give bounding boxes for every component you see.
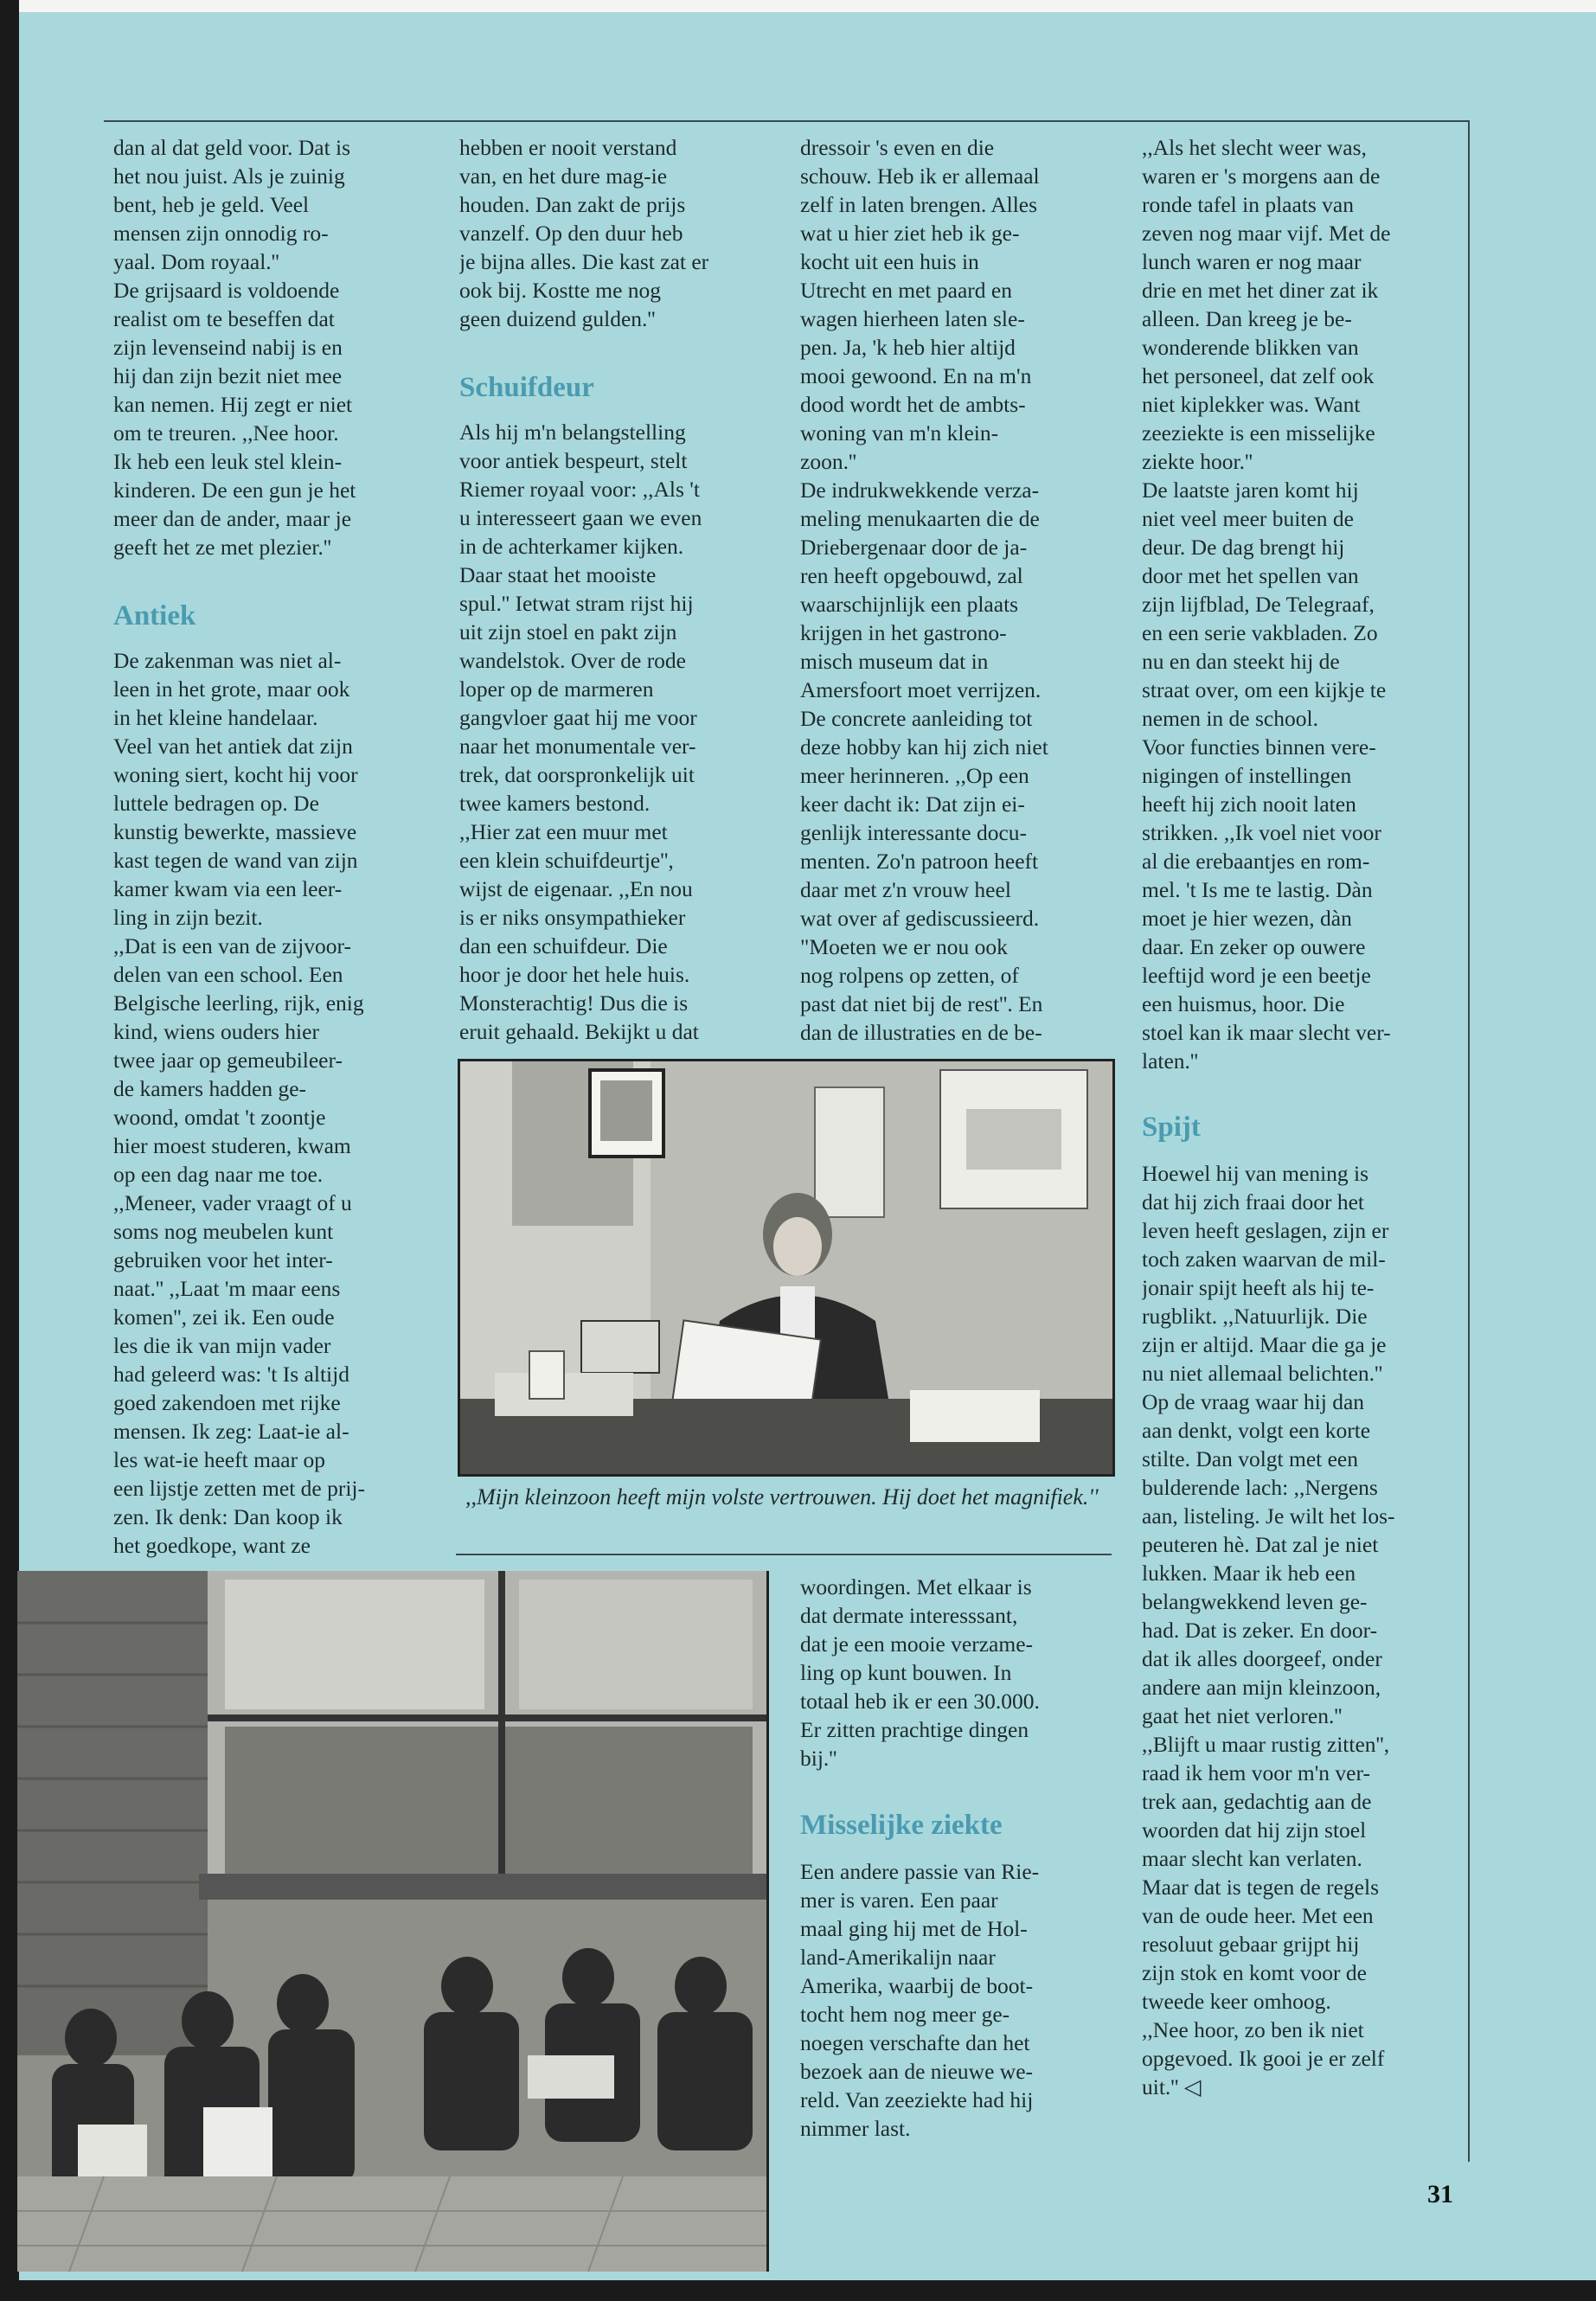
- top-frame-line: [104, 120, 1469, 122]
- heading-misselijke-ziekte: Misselijke ziekte: [800, 1810, 1003, 1841]
- right-frame-line: [1468, 120, 1470, 2162]
- column-2-text-bottom: Als hij m'n belangstelling voor antiek bespeurt, stelt Riemer royaal voor: ,,Als 't u interesseert gaan we even in de achterkamer kijken. Daar staat het mooiste spul.'' Ietwat stram rijst hij uit zijn stoel en pakt zijn wandelstok. Over de rode loper op de marmeren gangvloer gaat hij me voor naar het monumentale ver- trek, dat oorspronkelijk uit twee kamers bestond. ,,Hier zat een muur met een klein schuifdeurtje'', wijst de eigenaar. ,,En nou is er niks onsympathieker dan een schuifdeur. Die hoor je door het hele huis. Monsterachtig! Dus die is eruit gehaald. Bekijkt u dat: [459, 420, 702, 1044]
- scan-edge-bottom: [0, 2280, 1596, 2301]
- page-number: 31: [1427, 2180, 1453, 2208]
- heading-schuifdeur: Schuifdeur: [459, 372, 594, 403]
- photo-caption: ,,Mijn kleinzoon heeft mijn volste vertrouwen. Hij doet het magnifiek.'': [465, 1484, 1099, 1509]
- column-2-text-top: hebben er nooit verstand van, en het dure mag-ie houden. Dan zakt de prijs vanzelf. Op den duur heb je bijna alles. Die kast zat er ook bij. Kostte me nog geen duizend gulden.'': [459, 135, 709, 331]
- caption-rule: [456, 1554, 1112, 1555]
- scan-edge-top: [0, 0, 1596, 12]
- office-photo: [458, 1059, 1115, 1477]
- heading-antiek: Antiek: [113, 600, 196, 631]
- scan-edge-left: [0, 0, 19, 2301]
- column-4-text-top: ,,Als het slecht weer was, waren er 's morgens aan de ronde tafel in plaats van zeven nog maar vijf. Met de lunch waren er nog maar drie en met het diner zat ik alleen. Dan kreeg je be- wonderende blikken van het personeel, dat zelf ook niet kiplekker was. Want zeeziekte is een misselijke ziekte hoor.'' De laatste jaren komt hij niet veel meer buiten de deur. De dag brengt hij door met het spellen van zijn lijfblad, De Telegraaf, en een serie vakbladen. Zo nu en dan steekt hij de straat over, om een kijkje te nemen in de school. Voor functies binnen vere- nigingen of instellingen heeft hij zich nooit laten strikken. ,,Ik voel niet voor al die erebaantjes en rom- mel. 't Is me te lastig. Dàn moet je hier wezen, dàn daar. En zeker op ouwere leeftijd word je een beetje een huismus, hoor. Die stoel kan ik maar slecht ver- laten.'': [1142, 135, 1391, 1074]
- office-photo-illustration: [460, 1061, 1112, 1474]
- column-3-text-top: dressoir 's even en die schouw. Heb ik er allemaal zelf in laten brengen. Alles wat u hier ziet heb ik ge- kocht uit een huis in Utrecht en met paard en wagen hierheen laten sle- pen. Ja, 'k heb hier altijd mooi gewoond. En na m'n dood wordt het de ambts- woning van m'n klein- zoon.'' De indrukwekkende verza- meling menukaarten die de Driebergenaar door de ja- ren heeft opgebouwd, zal waarschijnlijk een plaats krijgen in het gastrono- misch museum dat in Amersfoort moet verrijzen. De concrete aanleiding tot deze hobby kan hij zich niet meer herinneren. ,,Op een keer dacht ik: Dat zijn ei- genlijk interessante docu- menten. Zo'n patroon heeft daar met z'n vrouw heel wat over af gediscussieerd. "Moeten we er nou ook nog rolpens op zetten, of past dat niet bij de rest''. En dan de illustraties en de be-: [800, 135, 1048, 1045]
- column-3-text-bottom: Een andere passie van Rie- mer is varen. Een paar maal ging hij met de Hol- land-Amerikalijn naar Amerika, waarbij de boot- tocht hem nog meer ge- noegen verschafte dan het bezoek aan de nieuwe we- reld. Van zeeziekte had hij nimmer last.: [800, 1859, 1040, 2141]
- column-1-text-bottom: De zakenman was niet al- leen in het grote, maar ook in het kleine handelaar. Veel van het antiek dat zijn woning siert, kocht hij voor luttele bedragen op. De kunstig bewerkte, massieve kast tegen de wand van zijn kamer kwam via een leer- ling in zijn bezit. ,,Dat is een van de zijvoor- delen van een school. Een Belgische leerling, rijk, enig kind, wiens ouders hier twee jaar op gemeubileer- de kamers hadden ge- woond, omdat 't zoontje hier moest studeren, kwam op een dag naar me toe. ,,Meneer, vader vraagt of u soms nog meubelen kunt gebruiken voor het inter- naat.'' ,,Laat 'm maar eens komen'', zei ik. Een oude les die ik van mijn vader had geleerd was: 't Is altijd goed zakendoen met rijke mensen. Ik zeg: Laat-ie al- les wat-ie heeft maar op een lijstje zetten met de prij- zen. Ik denk: Dan koop ik het goedkope, want ze: [113, 648, 366, 1558]
- column-3-text-middle: woordingen. Met elkaar is dat dermate interesssant, dat je een mooie verzame- ling op kunt bouwen. In totaal heb ik er een 30.000. Er zitten prachtige dingen bij.'': [800, 1574, 1040, 1771]
- column-4-text-bottom: Hoewel hij van mening is dat hij zich fraai door het leven heeft geslagen, zijn er toch zaken waarvan de mil- jonair spijt heeft als hij te- rugblikt. ,,Natuurlijk. Die zijn er altijd. Maar die ga je nu niet allemaal belichten.'' Op de vraag waar hij dan aan denkt, volgt een korte stilte. Dan volgt met een bulderende lach: ,,Nergens aan, listeling. Je wilt het los- peuteren hè. Dat zal je niet lukken. Maar ik heb een belangwekkend leven ge- had. Dat is zeker. En door- dat ik alles doorgeef, onder andere aan mijn kleinzoon, gaat het niet verloren.'' ,,Blijft u maar rustig zitten'', raad ik hem voor m'n ver- trek aan, gedachtig aan de woorden dat hij zijn stoel maar slecht kan verlaten. Maar dat is tegen de regels van de oude heer. Met een resoluut gebaar grijpt hij zijn stok en komt voor de tweede keer omhoog. ,,Nee hoor, zo ben ik niet opgevoed. Ik gooi je er zelf uit.'' ◁: [1142, 1161, 1395, 2099]
- schoolyard-photo-illustration: [17, 1571, 766, 2272]
- column-1-text-top: dan al dat geld voor. Dat is het nou juist. Als je zuinig bent, heb je geld. Veel mensen zijn onnodig ro- yaal. Dom royaal.'' De grijsaard is voldoende realist om te beseffen dat zijn levenseind nabij is en hij dan zijn bezit niet mee kan nemen. Hij zegt er niet om te treuren. ,,Nee hoor. Ik heb een leuk stel klein- kinderen. De een gun je het meer dan de ander, maar je geeft het ze met plezier.'': [113, 135, 356, 560]
- heading-spijt: Spijt: [1142, 1112, 1201, 1143]
- schoolyard-photo: [17, 1571, 769, 2272]
